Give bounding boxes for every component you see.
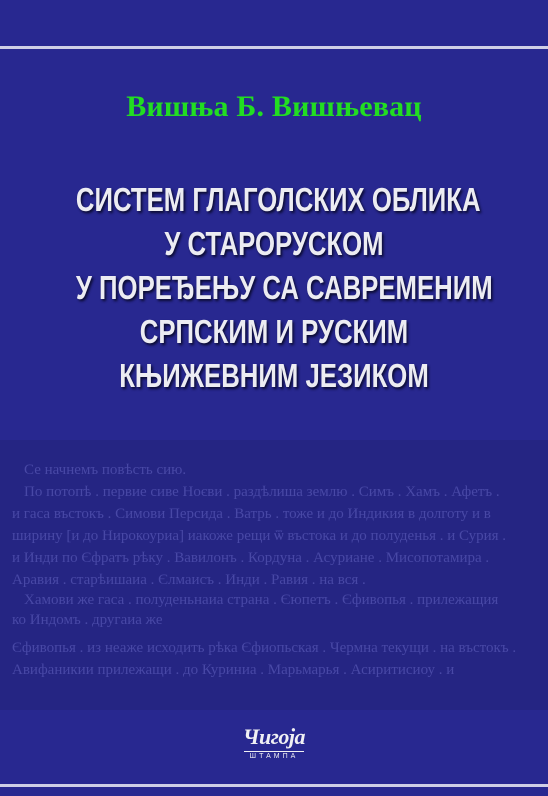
old-text-line: Хамови же гаса . полуденьнаиа страна . Єюпетъ . Єфивопья . прилежащия (24, 592, 499, 608)
old-text-line: ширину [и до Нирокоуриа] иакоже рещи ѿ въстока и до полуденья . и Сурия . (12, 528, 507, 544)
title-line: СРПСКИМ И РУСКИМ (139, 313, 409, 350)
old-text-line: Аравия . старѣишаиа . Єлмаисъ . Инди . Равия . на вся . (12, 572, 366, 588)
old-text-panel (0, 440, 548, 710)
publisher-subtitle: ШТАМПА (249, 753, 299, 760)
old-text-line: По потопѣ . первие сиве Ноєви . раздѣлиша землю . Симъ . Хамъ . Афетъ . (24, 484, 500, 500)
publisher-logo (228, 724, 320, 776)
author-name: Вишња Б. Вишњевац (126, 90, 422, 123)
title-line: СИСТЕМ ГЛАГОЛСКИХ ОБЛИКА (75, 181, 481, 218)
publisher-name: Чигоја (243, 724, 305, 749)
title-line: У СТАРОРУСКОМ (164, 225, 384, 262)
bottom-rule (0, 784, 548, 787)
top-rule (0, 46, 548, 49)
old-text-line: и гаса въстокъ . Симови Персида . Ватрь . тоже и до Индикия в долготу и в (12, 506, 491, 522)
old-text-line: Єфивопья . из неаже исходить рѣка Єфиопьская . Чермна текущи . на въстокъ . (12, 640, 517, 656)
book-title (20, 178, 528, 398)
title-line: У ПОРЕЂЕЊУ СА САВРЕМЕНИМ (75, 269, 493, 306)
old-text-line: ко Индомъ . другаиа же (12, 612, 163, 628)
old-text-line: Авифаникии прилежащи . до Куриниа . Марьмарья . Асиритисиоу . и (12, 662, 455, 678)
old-text-line: и Инди по Єфратъ рѣку . Вавилонъ . Кордуна . Асуриане . Мисопотамира . (12, 550, 490, 566)
title-line: КЊИЖЕВНИМ ЈЕЗИКОМ (119, 357, 429, 394)
old-text-line: Се начнемъ повѣсть сию. (24, 462, 187, 478)
